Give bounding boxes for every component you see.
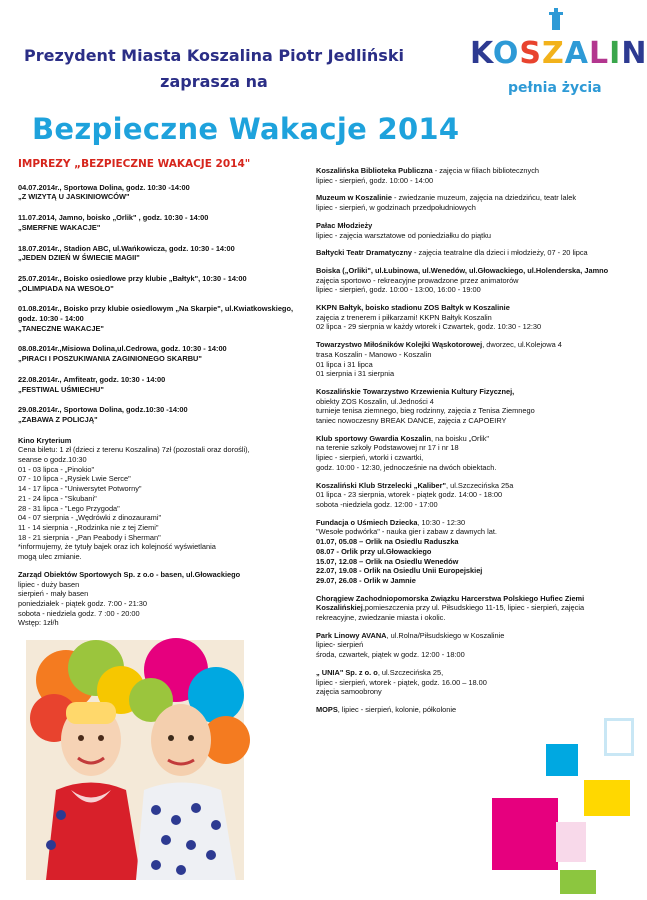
- right-column: [316, 166, 622, 723]
- activity-name: Bałtycki Teatr Dramatyczny: [316, 248, 412, 258]
- activity-desc: , dworzec, ul.Kolejowa 4: [482, 340, 562, 350]
- activity-desc: - zajęcia teatralne dla dzieci i młodzieży, 07 - 20 lipca: [411, 248, 588, 258]
- activity-desc: , ul.Szczecińska 25a: [446, 480, 514, 490]
- logo-wordmark: [470, 36, 647, 71]
- activity-item: [316, 481, 622, 510]
- activity-line: lipiec - sierpień, wtorki i czwartki,: [316, 453, 424, 463]
- event-name: „PIRACI I POSZUKIWANIA ZAGINIONEGO SKARBU": [18, 354, 202, 364]
- koszalin-logo: [470, 8, 647, 118]
- event-date: 22.08.2014r., Amfiteatr, godz. 10:30 - 14:00: [18, 374, 166, 384]
- activity-line: 01 lipca - 23 sierpnia, wtorek - piątek godz. 14:00 - 18:00: [316, 490, 503, 500]
- activity-line: 15.07, 12.08 – Orlik na Osiedlu Wenedów: [316, 556, 459, 566]
- logo-tower-icon: [546, 8, 566, 34]
- basen-block: [18, 570, 300, 628]
- event-date: 08.08.2014r.,Misiowa Dolina,ul.Cedrowa, godz. 10:30 - 14:00: [18, 344, 227, 354]
- activity-line: lipiec - sierpień, godz. 10:00 - 14:00: [316, 175, 434, 185]
- activity-name: „ UNIA" Sp. z o. o: [316, 667, 378, 677]
- activity-name: Pałac Młodzieży: [316, 220, 373, 230]
- kino-title: Kino Kryterium: [18, 435, 72, 445]
- event-name: „SMERFNE WAKACJE": [18, 222, 101, 232]
- kino-line: *informujemy, że tytuły bajek oraz ich kolejność wyświetlania: [18, 542, 216, 552]
- activity-line: obiekty ZOS Koszalin, ul.Jedności 4: [316, 396, 434, 406]
- event-item: [18, 304, 300, 333]
- activity-line: 02 lipca - 29 sierpnia w każdy wtorek i Czwartek, godz. 10:30 - 12:30: [316, 322, 542, 332]
- activity-line: sobota -niedziela godz. 12:00 - 17:00: [316, 499, 438, 509]
- activity-desc: , lipiec - sierpień, kolonie, półkolonie: [337, 704, 457, 714]
- event-name: „ZABAWA Z POLICJĄ": [18, 414, 98, 424]
- kino-line: Cena biletu: 1 zł (dzieci z terenu Koszalina) 7zł (pozostali oraz dorośli),: [18, 445, 250, 455]
- activity-item: [316, 303, 622, 332]
- activity-item: [316, 705, 622, 715]
- activity-line: 01.07, 05.08 – Orlik na Osiedlu Raduszka: [316, 537, 459, 547]
- logo-letter: N: [621, 36, 647, 71]
- decor-square-outline: [604, 718, 634, 756]
- event-item: [18, 244, 300, 263]
- activity-name: Koszaliński Klub Strzelecki „Kaliber": [316, 480, 447, 490]
- left-column: [18, 160, 300, 636]
- event-date: 29.08.2014r., Sportowa Dolina, godz.10:30 -14:00: [18, 405, 188, 415]
- basen-line: poniedziałek - piątek godz. 7:00 - 21:30: [18, 598, 148, 608]
- logo-tagline: pełnia życia: [508, 80, 602, 96]
- event-date: 18.07.2014r., Stadion ABC, ul.Wańkowicza, godz. 10:30 - 14:00: [18, 243, 235, 253]
- logo-letter: I: [609, 36, 622, 71]
- event-item: [18, 274, 300, 293]
- event-item: [18, 344, 300, 363]
- activity-name: Fundacja o Uśmiech Dziecka: [316, 517, 418, 527]
- basen-title: Zarząd Obiektów Sportowych Sp. z o.o - basen, ul.Głowackiego: [18, 569, 241, 579]
- decor-square-green: [560, 870, 596, 894]
- basen-line: lipiec - duży basen: [18, 579, 80, 589]
- logo-letter: A: [564, 36, 590, 71]
- activity-item: [316, 631, 622, 660]
- activity-line: 01 sierpnia i 31 sierpnia: [316, 369, 395, 379]
- logo-letter: S: [519, 36, 543, 71]
- kino-line: 21 - 24 lipca - "Skubani": [18, 493, 97, 503]
- kino-line: 04 - 07 sierpnia - „Wędrówki z dinozaurami": [18, 513, 162, 523]
- event-name: „TANECZNE WAKACJE": [18, 323, 104, 333]
- activity-item: [316, 387, 622, 426]
- activity-line: godz. 10:00 - 12:30, jednocześnie na dwóch obiektach.: [316, 462, 497, 472]
- activity-line: lipiec - sierpień, godz. 10:00 - 13:00, 16:00 - 19:00: [316, 285, 481, 295]
- event-date: 04.07.2014r., Sportowa Dolina, godz. 10:30 -14:00: [18, 182, 190, 192]
- event-name: „FESTIWAL UŚMIECHU": [18, 384, 104, 394]
- activity-line: trasa Koszalin - Manowo - Koszalin: [316, 349, 432, 359]
- header-line-2: zaprasza na: [160, 72, 268, 91]
- header-line-1: Prezydent Miasta Koszalina Piotr Jedliński: [24, 46, 404, 65]
- event-name: „Z WIZYTĄ U JASKINIOWCÓW": [18, 192, 130, 202]
- activity-item: [316, 594, 622, 623]
- page-title: Bezpieczne Wakacje 2014: [32, 112, 460, 146]
- activity-name: MOPS: [316, 704, 338, 714]
- activity-line: 22.07, 19.08 - Orlik na Osiedlu Unii Europejskiej: [316, 566, 483, 576]
- event-date: 11.07.2014, Jamno, boisko „Orlik" , godz. 10:30 - 14:00: [18, 213, 209, 223]
- activity-item: [316, 221, 622, 240]
- logo-letter: O: [492, 36, 520, 71]
- logo-letter: L: [589, 36, 610, 71]
- activity-line: na terenie szkoły Podstawowej nr 17 i nr 18: [316, 443, 459, 453]
- activity-line: zajęcia z trenerem i piłkarzami! KKPN Bałtyk Koszalin: [316, 312, 492, 322]
- basen-line: Wstęp: 1zł/h: [18, 618, 59, 628]
- event-date: 01.08.2014r., Boisko przy klubie osiedlowym „Na Skarpie", ul.Kwiatkowskiego, godz. 10:30 - 14:00: [18, 304, 294, 324]
- kino-line: seanse o godz.10:30: [18, 455, 87, 465]
- activity-item: [316, 166, 622, 185]
- activity-name: Towarzystwo Miłośników Kolejki Wąskotorowej: [316, 340, 483, 350]
- activity-item: [316, 266, 622, 295]
- activity-name: Chorągiew Zachodniopomorska Związku Harcerstwa Polskiego Hufiec Ziemi Koszalińskiej: [316, 593, 585, 613]
- activity-item: [316, 248, 622, 258]
- basen-line: sobota - niedziela godz. 7 :00 - 20:00: [18, 608, 140, 618]
- decor-square-light: [556, 822, 586, 862]
- logo-letter: K: [470, 36, 493, 71]
- activity-line: lipiec - sierpień, w godzinach przedpołudniowych: [316, 203, 476, 213]
- section-title: IMPREZY „BEZPIECZNE WAKACJE 2014": [18, 158, 251, 170]
- kino-line: 14 - 17 lipca - "Uniwersytet Potworny": [18, 484, 142, 494]
- kino-line: mogą ulec zmianie.: [18, 552, 82, 562]
- activity-desc: - zajęcia w filiach bibliotecznych: [432, 166, 540, 175]
- kino-line: 01 - 03 lipca - „Pinokio": [18, 464, 95, 474]
- kino-block: [18, 436, 300, 562]
- activity-desc: , ul.Szczecińska 25,: [377, 667, 444, 677]
- activity-desc: - zwiedzanie muzeum, zajęcia na dziedzińcu, teatr lalek: [391, 193, 577, 203]
- activity-desc: , ul.Rolna/Piłsudskiego w Koszalinie: [386, 630, 505, 640]
- activity-desc: , 10:30 - 12:30: [417, 517, 466, 527]
- activity-line: taniec nowoczesny BREAK DANCE, zajęcia z CAPOEIRY: [316, 416, 507, 426]
- logo-letter: Z: [542, 36, 565, 71]
- decor-square-cyan: [546, 744, 578, 776]
- activity-item: [316, 668, 622, 697]
- activity-line: zajęcia samoobrony: [316, 687, 382, 697]
- decor-square-magenta: [492, 798, 558, 870]
- event-item: [18, 375, 300, 394]
- activity-item: [316, 340, 622, 379]
- activity-line: "Wesołe podwórka" - nauka gier i zabaw z dawnych lat.: [316, 527, 497, 537]
- activity-item: [316, 193, 622, 212]
- activity-item: [316, 434, 622, 473]
- activity-name: Klub sportowy Gwardia Koszalin: [316, 433, 431, 443]
- activity-line: 01 lipca i 31 lipca: [316, 359, 373, 369]
- kino-line: 07 - 10 lipca - „Rysiek Lwie Serce": [18, 474, 131, 484]
- basen-line: sierpień - mały basen: [18, 589, 89, 599]
- activity-line: środa, czwartek, piątek w godz. 12:00 - 18:00: [316, 650, 465, 660]
- event-item: [18, 213, 300, 232]
- decor-square-yellow: [584, 780, 630, 816]
- activity-line: zajęcia sportowo - rekreacyjne prowadzone przez animatorów: [316, 275, 519, 285]
- activity-line: 29.07, 26.08 - Orlik w Jamnie: [316, 575, 416, 585]
- activity-name: Koszalińska Biblioteka Publiczna: [316, 166, 433, 175]
- activity-line: turnieje tenisa ziemnego, bieg rodzinny, zajęcia z Tenisa Ziemnego: [316, 406, 535, 416]
- event-item: [18, 405, 300, 424]
- event-name: „JEDEN DZIEŃ W ŚWIECIE MAGII": [18, 253, 140, 263]
- event-date: 25.07.2014r., Boisko osiedlowe przy klubie „Bałtyk", 10:30 - 14:00: [18, 273, 247, 283]
- activity-name: Boiska („Orliki", ul.Łubinowa, ul.Wenedów, ul.Głowackiego, ul.Holenderska, Jamno: [316, 265, 609, 275]
- kino-line: 18 - 21 sierpnia - „Pan Peabody i Sherman": [18, 532, 161, 542]
- activity-name: Koszalińskie Towarzystwo Krzewienia Kultury Fizycznej,: [316, 386, 515, 396]
- event-name: „OLIMPIADA NA WESOŁO": [18, 283, 114, 293]
- kino-line: 11 - 14 sierpnia - „Rodzinka nie z tej Ziemi": [18, 522, 159, 532]
- activity-line: lipiec - sierpień, wtorek - piątek, godz. 16.00 – 18.00: [316, 677, 487, 687]
- event-item: [18, 183, 300, 202]
- activity-line: lipiec - zajęcia warsztatowe od poniedziałku do piątku: [316, 230, 492, 240]
- activity-line: 08.07 - Orlik przy ul.Głowackiego: [316, 546, 432, 556]
- activity-name: Muzeum w Koszalinie: [316, 193, 392, 203]
- activity-line: lipiec- sierpień: [316, 640, 364, 650]
- activity-name: Park Linowy AVANA: [316, 630, 387, 640]
- activity-desc: ,pomieszczenia przy ul. Piłsudskiego 11-15, lipiec - sierpień, zajęcia rekreacyjne, zwiedzanie miasta i okolic.: [316, 603, 585, 623]
- activity-item: [316, 518, 622, 586]
- activity-name: KKPN Bałtyk, boisko stadionu ZOS Bałtyk w Koszalinie: [316, 303, 510, 313]
- children-clowns-photo: [26, 640, 244, 880]
- kino-line: 28 - 31 lipca - "Lego Przygoda": [18, 503, 120, 513]
- activity-desc: , na boisku „Orlik": [430, 433, 490, 443]
